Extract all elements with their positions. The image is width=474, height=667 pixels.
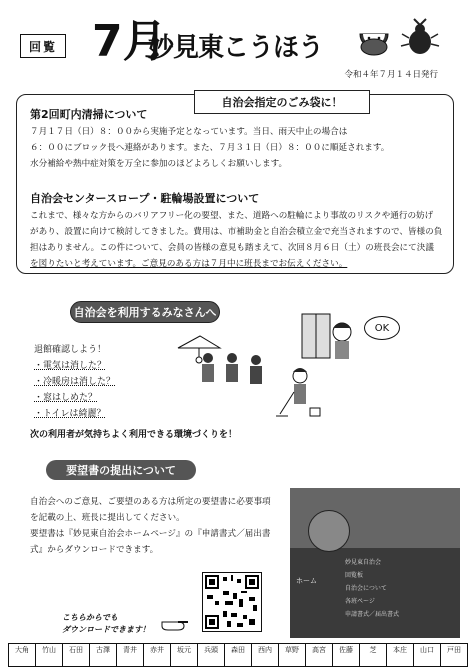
checklist-item: ・冷暖房は消した？	[34, 377, 116, 387]
ok-bubble: OK	[364, 316, 400, 340]
resident-cell: 青井	[117, 644, 144, 667]
kairan-label: 回覧	[20, 34, 66, 58]
slope-heading: 自治会センタースロープ・駐輪場設置について	[30, 192, 260, 205]
resident-cell: 佐藤	[333, 644, 360, 667]
usage-pill: 自治会を利用するみなさんへ	[70, 301, 220, 323]
page-title: 妙見東こうほう	[148, 33, 324, 63]
website-menu-item: 自治会について	[345, 585, 387, 592]
usage-closing: 次の利用者が気持ちよく利用できる環境づくりを！	[30, 430, 238, 440]
website-menu-item: 妙見東自治会	[345, 559, 382, 566]
cleanup-line: ６：００にブロック長へ連絡があります。また、７月３１日（日）８：００に順延されます。	[30, 143, 390, 153]
slope-text	[30, 208, 452, 272]
cleanup-line: 水分補給や熱中症対策を万全に参加のほどよろしくお願いします。	[30, 159, 288, 169]
download-note	[62, 612, 150, 636]
cleanup-text	[30, 124, 450, 172]
resident-cell: 石田	[63, 644, 90, 667]
resident-cell: 大角	[9, 644, 36, 667]
request-text	[30, 494, 290, 558]
website-menu	[345, 556, 425, 621]
qr-code[interactable]	[202, 572, 262, 632]
website-screenshot	[290, 488, 460, 638]
cleanup-heading: 第2回町内清掃について	[30, 108, 148, 121]
slope-line: を図りたいと考えています。ご意見のある方は７月中に班長までお伝えください。	[30, 259, 348, 269]
request-line: を記載の上、班長に提出してください。	[30, 513, 185, 523]
checklist	[34, 342, 115, 422]
lantern-image	[308, 510, 350, 552]
request-line: 式』からダウンロードできます。	[30, 545, 159, 555]
title-month: 7月	[92, 16, 167, 67]
pointing-hand-icon	[160, 616, 190, 636]
website-menu-item: 回覧板	[345, 572, 364, 579]
checklist-intro: 退館確認しよう！	[34, 345, 107, 355]
request-line: 自治会へのご意見、ご要望のある方は所定の要望書に必要事項	[30, 497, 271, 507]
request-pill: 要望書の提出について	[46, 460, 196, 480]
issue-date: 令和４年７月１４日発行	[344, 70, 438, 80]
resident-cell: 森田	[225, 644, 252, 667]
website-home-label: ホーム	[296, 577, 317, 585]
download-note-line: ダウンロードできます！	[62, 625, 150, 634]
resident-cell: 本庄	[387, 644, 414, 667]
download-note-line: こちらからでも	[62, 613, 118, 622]
resident-table	[8, 643, 468, 667]
resident-cell: 草野	[279, 644, 306, 667]
resident-cell: 戸田	[441, 644, 468, 667]
slope-line: これまで、様々な方からのバリアフリー化の要望、また、道路への駐輪により事故のリスクや通行の妨げ	[30, 211, 434, 221]
watermelon-icon	[357, 20, 391, 56]
beetle-icon	[400, 18, 440, 58]
checklist-item: ・電気は消した？	[34, 361, 107, 371]
resident-cell: 高宮	[306, 644, 333, 667]
illustration-window	[300, 312, 360, 362]
request-line: 要望書は『妙見東自治会ホームページ』の『申請書式／届出書	[30, 529, 271, 539]
resident-cell: 兵頭	[198, 644, 225, 667]
resident-cell: 山口	[414, 644, 441, 667]
garbage-bag-callout: 自治会指定のごみ袋に！	[194, 90, 370, 114]
slope-line: があり、設置に向けて検討してきました。費用は、市補助金と自治会積立金で充当されますので、皆様の負	[30, 227, 443, 237]
checklist-item: ・窓はしめた？	[34, 393, 98, 403]
website-menu-item: 申請書式／届出書式	[345, 611, 400, 618]
resident-cell: 竹山	[36, 644, 63, 667]
resident-cell: 古澤	[90, 644, 117, 667]
resident-cell: 赤井	[144, 644, 171, 667]
checklist-item: ・トイレは綺麗？	[34, 409, 106, 419]
resident-cell: 西内	[252, 644, 279, 667]
resident-cell: 坂元	[171, 644, 198, 667]
website-menu-item: 各班ページ	[345, 598, 375, 605]
cleanup-line: ７月１７日（日）８：００から実施予定となっています。当日、雨天中止の場合は	[30, 127, 348, 137]
slope-line: 担はありません。この件について、会員の皆様の意見も踏まえて、次回８月６日（土）の班長会にて決議	[30, 243, 434, 253]
resident-cell: 芝	[360, 644, 387, 667]
